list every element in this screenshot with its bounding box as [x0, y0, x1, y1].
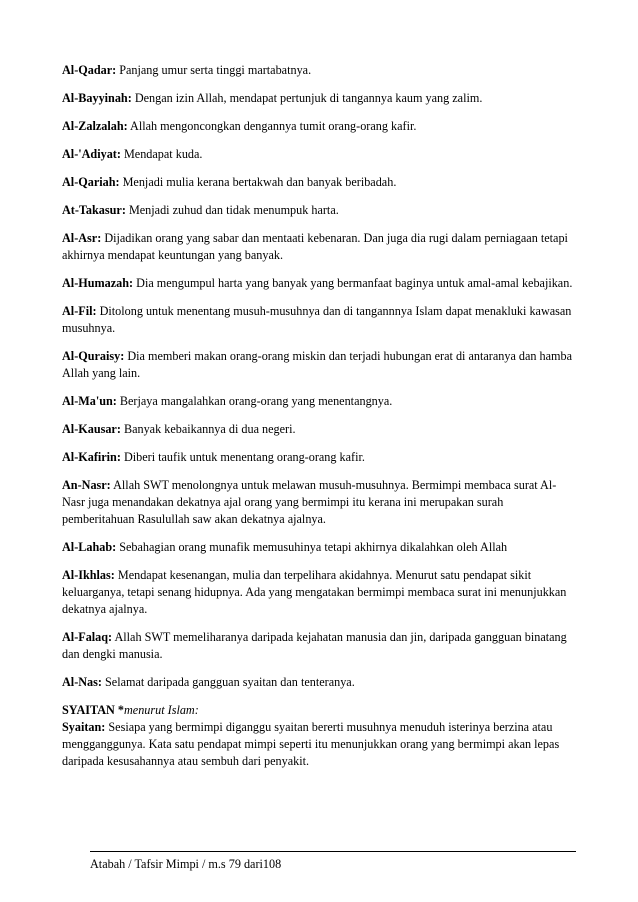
entry-al-bayyinah: [62, 90, 576, 107]
entry-term: Al-Zalzalah:: [62, 119, 128, 133]
entry-al-fil: [62, 303, 576, 337]
entry-al-maun: [62, 393, 576, 410]
entry-al-asr: [62, 230, 576, 264]
entry-term: Al-Nas:: [62, 675, 102, 689]
entry-term: Al-Bayyinah:: [62, 91, 132, 105]
document-body: [62, 62, 576, 781]
entry-term: Al-Kausar:: [62, 422, 121, 436]
entry-text: Diberi taufik untuk menentang orang-orang kafir.: [120, 450, 365, 464]
entry-al-zalzalah: [62, 118, 576, 135]
entry-text: Menjadi zuhud dan tidak menumpuk harta.: [125, 203, 339, 217]
entry-text: Allah SWT menolongnya untuk melawan musuh-musuhnya. Bermimpi membaca surat Al-Nasr juga menandakan dekatnya ajal orang yang bermimpi itu kerana ini merupakan surah pemberitahuan Rasulullah saw akan dekatnya ajalnya.: [62, 478, 557, 526]
entry-text: Allah mengoncongkan dengannya tumit orang-orang kafir.: [127, 119, 417, 133]
entry-term: At-Takasur:: [62, 203, 126, 217]
entry-al-qadar: [62, 62, 576, 79]
entry-term: Al-Humazah:: [62, 276, 134, 290]
entry-term: An-Nasr:: [62, 478, 111, 492]
entry-term: Al-'Adiyat:: [62, 147, 121, 161]
entry-term: Syaitan:: [62, 720, 106, 734]
footer-divider: [90, 851, 576, 852]
entry-syaitan: [62, 719, 576, 770]
entry-al-adiyat: [62, 146, 576, 163]
entry-text: Dengan izin Allah, mendapat pertunjuk di tangannya kaum yang zalim.: [131, 91, 483, 105]
entry-text: Panjang umur serta tinggi martabatnya.: [116, 63, 312, 77]
section-heading-title: SYAITAN *: [62, 703, 124, 717]
entry-term: Al-Ikhlas:: [62, 568, 115, 582]
entry-an-nasr: [62, 477, 576, 528]
entry-text: Sesiapa yang bermimpi diganggu syaitan bererti musuhnya menuduh isterinya berzina atau mengganggunya. Kata satu pendapat mimpi seperti itu menunjukkan orang yang bermimpi akan lepas daripada kesusahannya atau sembuh dari penyakit.: [62, 720, 560, 768]
entry-text: Sebahagian orang munafik memusuhinya tetapi akhirnya dikalahkan oleh Allah: [116, 540, 508, 554]
entry-term: Al-Falaq:: [62, 630, 113, 644]
entry-at-takasur: [62, 202, 576, 219]
entry-al-kausar: [62, 421, 576, 438]
entry-al-nas: [62, 674, 576, 691]
entry-text: Dia mengumpul harta yang banyak yang bermanfaat baginya untuk amal-amal kebajikan.: [133, 276, 573, 290]
entry-text: Mendapat kesenangan, mulia dan terpelihara akidahnya. Menurut satu pendapat sikit keluarganya, tetapi senang hidupnya. Ada yang mengatakan bermimpi membaca surat ini menunjukkan dekatnya ajalnya.: [62, 568, 567, 616]
entry-term: Al-Qariah:: [62, 175, 120, 189]
entry-term: Al-Lahab:: [62, 540, 117, 554]
entry-text: Dia memberi makan orang-orang miskin dan terjadi hubungan erat di antaranya dan hamba Allah yang lain.: [62, 349, 573, 380]
entry-al-ikhlas: [62, 567, 576, 618]
entry-term: Al-Fil:: [62, 304, 97, 318]
entry-al-quraisy: [62, 348, 576, 382]
entry-al-humazah: [62, 275, 576, 292]
entry-al-falaq: [62, 629, 576, 663]
entry-al-lahab: [62, 539, 576, 556]
entry-term: Al-Kafirin:: [62, 450, 121, 464]
entry-text: Ditolong untuk menentang musuh-musuhnya dan di tangannnya Islam dapat menakluki kawasan musuhnya.: [62, 304, 572, 335]
entry-text: Berjaya mangalahkan orang-orang yang menentangnya.: [116, 394, 393, 408]
entry-al-kafirin: [62, 449, 576, 466]
entry-text: Menjadi mulia kerana bertakwah dan banyak beribadah.: [119, 175, 397, 189]
entry-term: Al-Ma'un:: [62, 394, 117, 408]
entry-term: Al-Qadar:: [62, 63, 117, 77]
entry-text: Allah SWT memeliharanya daripada kejahatan manusia dan jin, daripada gangguan binatang dan dengki manusia.: [62, 630, 567, 661]
entry-text: Mendapat kuda.: [120, 147, 203, 161]
page-footer: Atabah / Tafsir Mimpi / m.s 79 dari108: [90, 857, 282, 871]
entry-term: Al-Quraisy:: [62, 349, 125, 363]
entry-al-qariah: [62, 174, 576, 191]
section-heading-syaitan: [62, 702, 576, 719]
section-heading-note: menurut Islam:: [123, 703, 199, 717]
entry-text: Banyak kebaikannya di dua negeri.: [120, 422, 296, 436]
entry-term: Al-Asr:: [62, 231, 102, 245]
entry-text: Selamat daripada gangguan syaitan dan tenteranya.: [101, 675, 355, 689]
entry-text: Dijadikan orang yang sabar dan mentaati kebenaran. Dan juga dia rugi dalam perniagaan tetapi akhirnya mendapat keuntungan yang banyak.: [62, 231, 568, 262]
